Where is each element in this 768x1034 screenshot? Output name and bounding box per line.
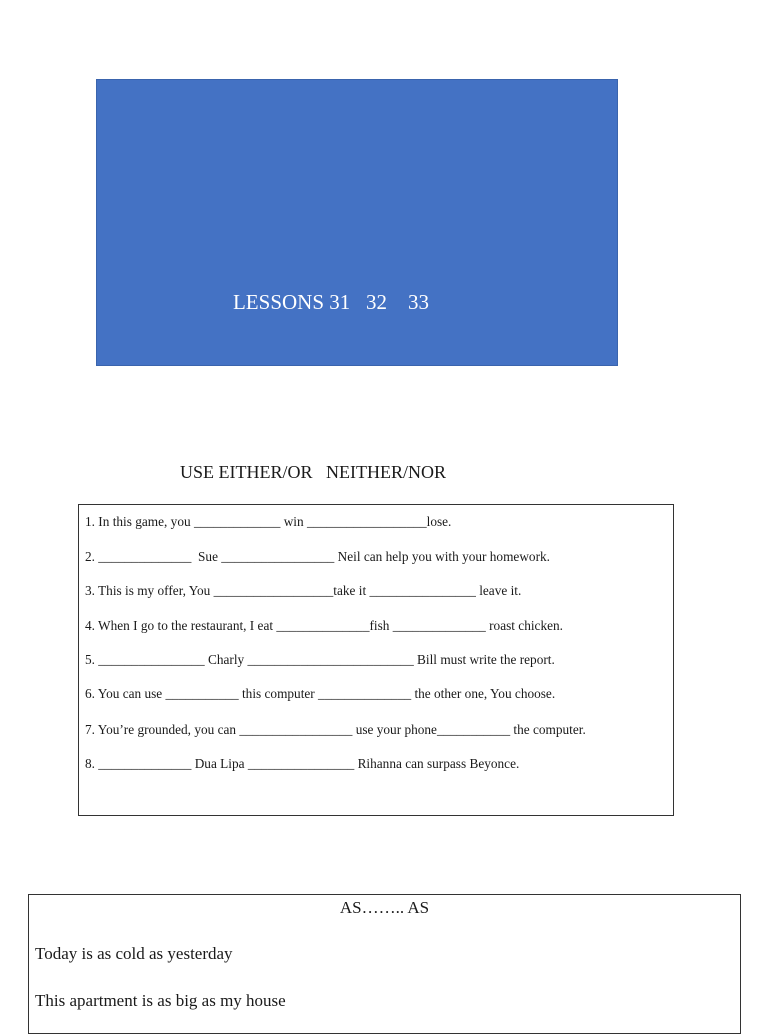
exercise-line-1: 1. In this game, you _____________ win __________________lose. <box>85 514 452 529</box>
exercise-heading: USE EITHER/OR NEITHER/NOR <box>180 462 446 482</box>
as-example-2: This apartment is as big as my house <box>35 991 286 1010</box>
as-as-box <box>28 894 741 1034</box>
exercise-line-5: 5. ________________ Charly _________________________ Bill must write the report. <box>85 652 555 667</box>
exercise-line-3: 3. This is my offer, You __________________take it ________________ leave it. <box>85 583 522 598</box>
title-slide <box>96 79 618 366</box>
title-slide-text: LESSONS 31 32 33 <box>232 290 430 314</box>
as-as-title: AS…….. AS <box>339 898 430 917</box>
as-example-1: Today is as cold as yesterday <box>35 944 233 963</box>
exercise-line-8: 8. ______________ Dua Lipa ________________ Rihanna can surpass Beyonce. <box>85 756 520 771</box>
exercise-line-2: 2. ______________ Sue _________________ Neil can help you with your homework. <box>85 549 550 564</box>
exercise-box <box>78 504 674 816</box>
exercise-line-7: 7. You’re grounded, you can _________________ use your phone___________ the computer. <box>85 722 586 737</box>
exercise-line-4: 4. When I go to the restaurant, I eat ______________fish ______________ roast chicken. <box>85 618 563 633</box>
exercise-line-6: 6. You can use ___________ this computer ______________ the other one, You choose. <box>85 686 556 701</box>
